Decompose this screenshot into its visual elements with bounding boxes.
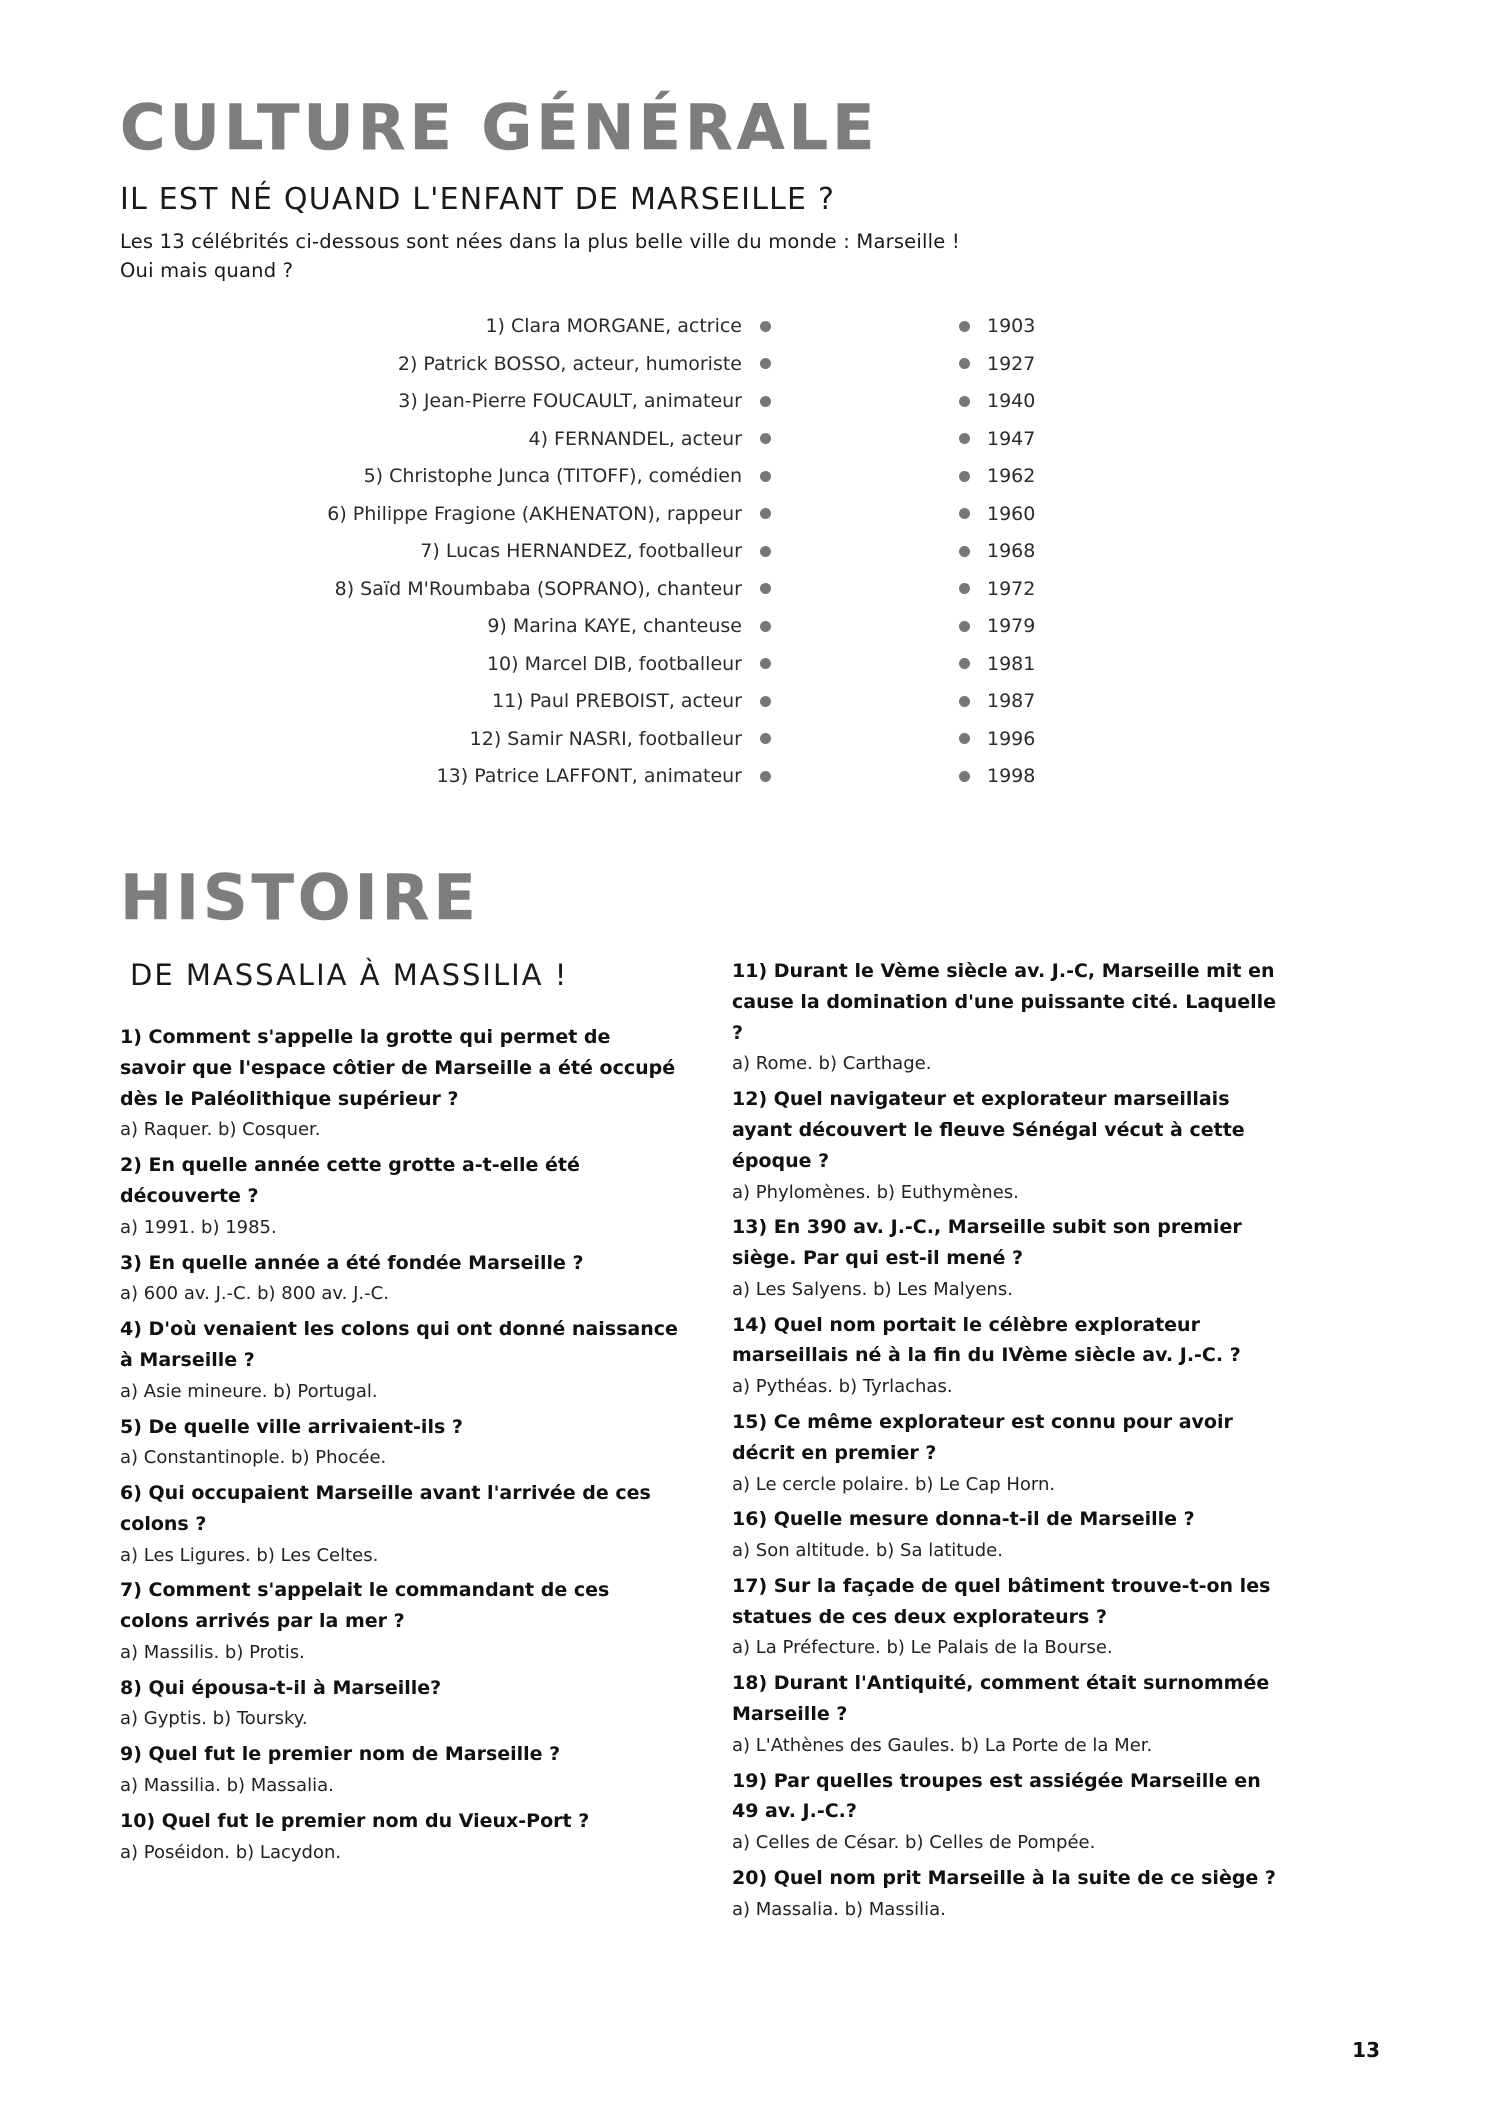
matching-row (120, 608, 1380, 646)
matching-row (120, 645, 1380, 683)
year-label: 1972 (987, 577, 1036, 600)
quiz-question: 15) Ce même explorateur est connu pour avoir décrit en premier ? (732, 1411, 1233, 1464)
quiz-answer-options[interactable]: a) Constantinople. b) Phocée. (120, 1447, 387, 1469)
year-label: 1962 (987, 465, 1036, 488)
section-spacer (120, 795, 1380, 865)
quiz-answer-options[interactable]: a) Pythéas. b) Tyrlachas. (732, 1376, 953, 1398)
quiz-question: 6) Qui occupaient Marseille avant l'arrivée de ces colons ? (120, 1482, 651, 1535)
celebrity-label: 13) Patrice LAFFONT, animateur (436, 765, 742, 788)
intro-text-line-2: Oui mais quand ? (120, 259, 294, 283)
question-list-left (120, 1022, 680, 1867)
quiz-question: 3) En quelle année a été fondée Marseille ? (120, 1251, 584, 1274)
quiz-columns (120, 952, 1380, 1929)
quiz-answer-options[interactable]: a) Les Salyens. b) Les Malyens. (732, 1278, 1013, 1300)
quiz-question: 11) Durant le Vème siècle av. J.-C, Marseille mit en cause la domination d'une puissante cité. Laquelle ? (732, 960, 1277, 1044)
quiz-answer-options[interactable]: a) Poséidon. b) Lacydon. (120, 1841, 342, 1863)
matching-row (120, 758, 1380, 796)
year-label: 1927 (987, 352, 1036, 375)
bullet-dot-icon[interactable] (959, 696, 970, 707)
quiz-answer-options[interactable]: a) Raquer. b) Cosquer. (120, 1119, 321, 1141)
celebrity-label: 7) Lucas HERNANDEZ, footballeur (420, 540, 742, 563)
celebrity-label: 6) Philippe Fragione (AKHENATON), rappeur (327, 502, 742, 525)
quiz-question: 18) Durant l'Antiquité, comment était surnommée Marseille ? (732, 1672, 1270, 1726)
bullet-dot-icon[interactable] (959, 583, 970, 594)
quiz-answer-options[interactable]: a) Celles de César. b) Celles de Pompée. (732, 1832, 1096, 1854)
year-label: 1947 (987, 427, 1036, 450)
question-list-right (732, 956, 1292, 1924)
bullet-dot-icon[interactable] (760, 508, 771, 519)
matching-row (120, 458, 1380, 496)
matching-row (120, 720, 1380, 758)
quiz-question: 7) Comment s'appelait le commandant de ces colons arrivés par la mer ? (120, 1579, 610, 1633)
quiz-answer-options[interactable]: a) Gyptis. b) Toursky. (120, 1708, 308, 1730)
bullet-dot-icon[interactable] (959, 471, 970, 482)
celebrity-label: 5) Christophe Junca (TITOFF), comédien (363, 465, 742, 488)
quiz-answer-options[interactable]: a) La Préfecture. b) Le Palais de la Bourse. (732, 1637, 1113, 1659)
bullet-dot-icon[interactable] (959, 321, 970, 332)
quiz-question: 9) Quel fut le premier nom de Marseille ? (120, 1743, 561, 1766)
year-label: 1998 (987, 765, 1036, 788)
year-label: 1981 (987, 652, 1036, 675)
quiz-question: 2) En quelle année cette grotte a-t-elle été découverte ? (120, 1154, 580, 1208)
quiz-question: 17) Sur la façade de quel bâtiment trouve-t-on les statues de ces deux explorateurs ? (732, 1574, 1271, 1628)
celebrity-label: 1) Clara MORGANE, actrice (485, 315, 742, 338)
quiz-answer-options[interactable]: a) Massalia. b) Massilia. (732, 1898, 946, 1920)
bullet-dot-icon[interactable] (959, 771, 970, 782)
bullet-dot-icon[interactable] (760, 621, 771, 632)
matching-row (120, 533, 1380, 571)
year-label: 1979 (987, 615, 1036, 638)
matching-row (120, 570, 1380, 608)
quiz-answer-options[interactable]: a) Asie mineure. b) Portugal. (120, 1380, 378, 1402)
page-title-culture-generale: CULTURE GÉNÉRALE (120, 91, 879, 164)
quiz-column-left (120, 952, 680, 1929)
year-label: 1960 (987, 502, 1036, 525)
matching-row (120, 420, 1380, 458)
quiz-question: 1) Comment s'appelle la grotte qui permet de savoir que l'espace côtier de Marseille a été occupé dès le Paléolithique supérieur ? (120, 1026, 676, 1110)
bullet-dot-icon[interactable] (959, 733, 970, 744)
quiz-column-right (732, 952, 1292, 1929)
quiz-answer-options[interactable]: a) Massilia. b) Massalia. (120, 1775, 334, 1797)
quiz-answer-options[interactable]: a) 1991. b) 1985. (120, 1216, 277, 1238)
quiz-question: 4) D'où venaient les colons qui ont donné naissance à Marseille ? (120, 1318, 678, 1371)
matching-row (120, 495, 1380, 533)
year-label: 1940 (987, 390, 1036, 413)
bullet-dot-icon[interactable] (959, 621, 970, 632)
celebrity-label: 9) Marina KAYE, chanteuse (487, 615, 742, 638)
bullet-dot-icon[interactable] (760, 771, 771, 782)
quiz-answer-options[interactable]: a) Phylomènes. b) Euthymènes. (732, 1181, 1019, 1203)
quiz-question: 12) Quel navigateur et explorateur marseillais ayant découvert le fleuve Sénégal vécut à cette époque ? (732, 1088, 1245, 1172)
intro-text-line-1: Les 13 célébrités ci-dessous sont nées dans la plus belle ville du monde : Marseille ! (120, 230, 960, 254)
page-title-histoire: HISTOIRE (120, 861, 480, 935)
year-label: 1903 (987, 315, 1036, 338)
quiz-question: 13) En 390 av. J.-C., Marseille subit son premier siège. Par qui est-il mené ? (732, 1216, 1242, 1270)
quiz-question: 10) Quel fut le premier nom du Vieux-Port ? (120, 1809, 590, 1832)
subtitle-culture-generale: IL EST NÉ QUAND L'ENFANT DE MARSEILLE ? (120, 182, 836, 218)
matching-exercise (120, 308, 1380, 796)
celebrity-label: 10) Marcel DIB, footballeur (486, 652, 742, 675)
quiz-question: 8) Qui épousa-t-il à Marseille? (120, 1676, 442, 1699)
bullet-dot-icon[interactable] (760, 658, 771, 669)
bullet-dot-icon[interactable] (760, 471, 771, 482)
quiz-answer-options[interactable]: a) Rome. b) Carthage. (732, 1053, 932, 1075)
bullet-dot-icon[interactable] (760, 358, 771, 369)
bullet-dot-icon[interactable] (760, 396, 771, 407)
quiz-answer-options[interactable]: a) 600 av. J.-C. b) 800 av. J.-C. (120, 1283, 389, 1305)
page-number: 13 (1352, 2038, 1380, 2062)
celebrity-label: 11) Paul PREBOIST, acteur (492, 690, 742, 713)
quiz-question: 16) Quelle mesure donna-t-il de Marseille ? (732, 1508, 1195, 1531)
quiz-answer-options[interactable]: a) Massilis. b) Protis. (120, 1641, 305, 1663)
quiz-answer-options[interactable]: a) Son altitude. b) Sa latitude. (732, 1540, 1003, 1562)
subtitle-histoire: DE MASSALIA À MASSILIA ! (130, 958, 569, 993)
bullet-dot-icon[interactable] (760, 733, 771, 744)
bullet-dot-icon[interactable] (959, 433, 970, 444)
matching-row (120, 383, 1380, 421)
year-label: 1968 (987, 540, 1036, 563)
bullet-dot-icon[interactable] (959, 508, 970, 519)
matching-row (120, 683, 1380, 721)
celebrity-label: 2) Patrick BOSSO, acteur, humoriste (397, 352, 742, 375)
celebrity-label: 4) FERNANDEL, acteur (528, 427, 742, 450)
celebrity-label: 3) Jean-Pierre FOUCAULT, animateur (398, 390, 742, 413)
bullet-dot-icon[interactable] (959, 396, 970, 407)
quiz-answer-options[interactable]: a) Le cercle polaire. b) Le Cap Horn. (732, 1473, 1056, 1495)
quiz-answer-options[interactable]: a) L'Athènes des Gaules. b) La Porte de la Mer. (732, 1734, 1153, 1756)
matching-row (120, 345, 1380, 383)
quiz-answer-options[interactable]: a) Les Ligures. b) Les Celtes. (120, 1544, 379, 1566)
bullet-dot-icon[interactable] (760, 696, 771, 707)
quiz-question: 20) Quel nom prit Marseille à la suite de ce siège ? (732, 1866, 1276, 1889)
quiz-question: 5) De quelle ville arrivaient-ils ? (120, 1415, 463, 1438)
year-label: 1996 (987, 727, 1036, 750)
bullet-dot-icon[interactable] (760, 546, 771, 557)
bullet-dot-icon[interactable] (760, 583, 771, 594)
bullet-dot-icon[interactable] (760, 433, 771, 444)
quiz-question: 19) Par quelles troupes est assiégée Marseille en 49 av. J.-C.? (732, 1769, 1261, 1823)
year-label: 1987 (987, 690, 1036, 713)
bullet-dot-icon[interactable] (959, 546, 970, 557)
matching-row (120, 308, 1380, 346)
quiz-question: 14) Quel nom portait le célèbre explorateur marseillais né à la fin du IVème siècle av. J.-C. ? (732, 1313, 1241, 1367)
bullet-dot-icon[interactable] (959, 358, 970, 369)
bullet-dot-icon[interactable] (760, 321, 771, 332)
celebrity-label: 12) Samir NASRI, footballeur (469, 727, 742, 750)
bullet-dot-icon[interactable] (959, 658, 970, 669)
celebrity-label: 8) Saïd M'Roumbaba (SOPRANO), chanteur (334, 577, 742, 600)
